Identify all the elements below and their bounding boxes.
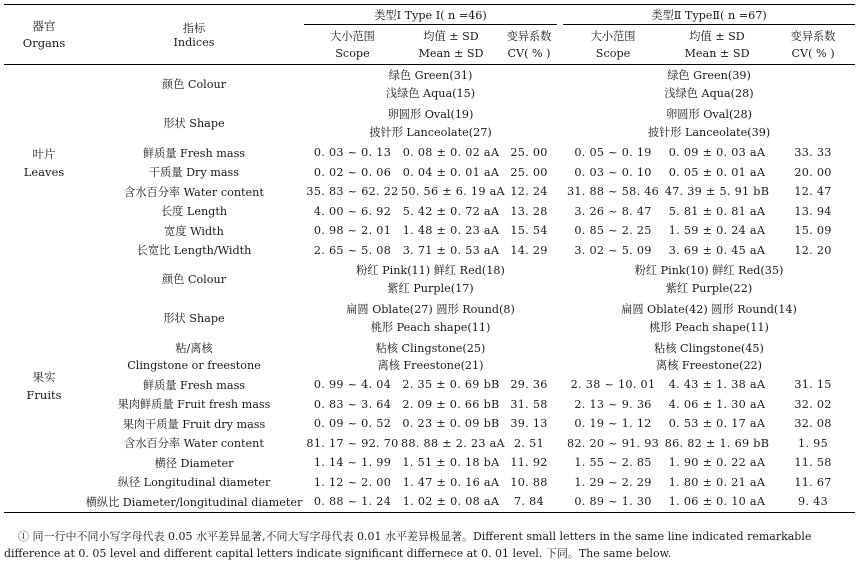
type1-mean: 1. 48 ± 0. 23 aA	[402, 224, 500, 238]
type1-cv: 11. 92	[510, 456, 548, 470]
type1-cv: 25. 00	[510, 146, 548, 160]
scope-label: 大小范围	[590, 29, 636, 43]
type2-cv-header	[771, 25, 855, 65]
table-row	[4, 492, 855, 512]
fruits-stone-row	[4, 338, 855, 375]
cell-line: 离核 Freestone(22)	[656, 358, 763, 372]
table-footnote: ① 同一行中不同小写字母代表 0.05 水平差异显著,不同大写字母代表 0.01 水平差异极显著。Different small letters in the same line indicated remarkable difference at 0. 05 level and different capital letters indicate significant differnece at 0. 01 level. 下同。The same below.	[4, 530, 812, 560]
leaves-colour-t2	[563, 65, 855, 105]
type1-scope: 0. 88 ~ 1. 24	[304, 492, 401, 512]
type1-cv: 7. 84	[501, 492, 557, 512]
type2-scope: 1. 55 ~ 2. 85	[574, 456, 652, 470]
table-row	[4, 182, 855, 202]
type1-cv-header	[501, 25, 557, 65]
type2-mean: 0. 53 ± 0. 17 aA	[668, 417, 766, 431]
type1-cv: 31. 58	[510, 397, 548, 411]
type2-cv: 1. 95	[798, 436, 828, 450]
type2-mean: 1. 80 ± 0. 21 aA	[668, 475, 766, 489]
row-label: 含水百分率 Water content	[124, 437, 264, 451]
type2-mean: 86. 82 ± 1. 69 bB	[664, 436, 770, 450]
type1-scope: 0. 98 ~ 2. 01	[313, 224, 392, 238]
cv-label-en: CV( % )	[791, 46, 835, 60]
cell-line: 绿色 Green(31)	[388, 68, 473, 82]
table-row	[4, 375, 855, 395]
type2-mean: 4. 43 ± 1. 38 aA	[668, 378, 766, 392]
type1-mean: 3. 71 ± 0. 53 aA	[402, 243, 500, 257]
table-row	[4, 395, 855, 415]
cell-line: 粉红 Pink(10) 鲜红 Red(35)	[634, 263, 784, 277]
indices-header-en: Indices	[173, 36, 215, 49]
cell-line: 披针形 Lanceolate(27)	[369, 125, 492, 139]
type2-cv: 32. 02	[794, 397, 832, 411]
fruits-organ-en: Fruits	[26, 387, 62, 402]
cell-line: 粉红 Pink(11) 鲜红 Red(18)	[356, 263, 505, 277]
leaves-colour-t1	[304, 65, 557, 105]
cell-line: 桃形 Peach shape(11)	[370, 320, 491, 334]
type2-scope: 0. 89 ~ 1. 30	[563, 492, 663, 512]
type1-cv: 15. 54	[510, 224, 548, 238]
type1-scope: 35. 83 ~ 62. 22	[306, 185, 399, 199]
leaves-shape-row	[4, 104, 855, 143]
cell-line: 桃形 Peach shape(11)	[649, 320, 769, 334]
type1-scope: 4. 00 ~ 6. 92	[313, 204, 392, 218]
type2-mean: 3. 69 ± 0. 45 aA	[668, 243, 766, 257]
cell-line: 离核 Freestone(21)	[377, 358, 484, 372]
type2-scope: 1. 29 ~ 2. 29	[574, 475, 652, 489]
type2-scope: 0. 85 ~ 2. 25	[574, 224, 652, 238]
fruits-colour-t2	[563, 260, 855, 299]
type1-scope: 0. 99 ~ 4. 04	[313, 378, 392, 392]
row-label: 横径 Diameter	[154, 456, 234, 470]
mean-label: 均值 ± SD	[423, 29, 479, 43]
indices-header-zh: 指标	[182, 22, 206, 35]
type1-mean: 0. 04 ± 0. 01 aA	[402, 165, 500, 179]
type2-scope: 0. 03 ~ 0. 10	[574, 165, 652, 179]
cell-line: Clingstone or freestone	[127, 358, 261, 372]
row-label: 宽度 Width	[164, 224, 224, 238]
type2-scope: 82. 20 ~ 91. 93	[566, 436, 660, 450]
trait-table	[4, 4, 855, 513]
table-row	[4, 453, 855, 473]
type2-cv: 12. 20	[794, 243, 832, 257]
type2-cv: 9. 43	[771, 492, 855, 512]
organs-header-en: Organs	[22, 35, 66, 50]
type2-mean: 1. 06 ± 0. 10 aA	[663, 492, 771, 512]
fruits-stone-label	[84, 338, 304, 375]
fruits-shape-row	[4, 299, 855, 338]
type1-cv: 29. 36	[510, 378, 548, 392]
type2-cv: 20. 00	[794, 165, 832, 179]
type1-scope: 0. 09 ~ 0. 52	[313, 417, 392, 431]
type1-mean: 2. 09 ± 0. 66 bB	[402, 397, 500, 411]
type1-scope-header	[304, 25, 401, 65]
type2-scope: 0. 05 ~ 0. 19	[574, 146, 652, 160]
type1-header: 类型Ⅰ Type Ⅰ( n =46)	[304, 5, 557, 25]
row-label: 长宽比 Length/Width	[136, 244, 252, 258]
cell-line: 绿色 Green(39)	[667, 68, 751, 82]
type2-cv: 11. 58	[794, 456, 832, 470]
scope-label-en: Scope	[335, 46, 370, 60]
type2-scope-header	[563, 25, 663, 65]
type2-mean: 1. 59 ± 0. 24 aA	[668, 224, 766, 238]
row-label: 长度 Length	[160, 205, 228, 219]
type1-mean: 1. 47 ± 0. 16 aA	[402, 475, 500, 489]
type1-mean: 0. 23 ± 0. 09 bB	[402, 417, 500, 431]
cell-line: 扁圆 Oblate(27) 圆形 Round(8)	[346, 302, 515, 316]
leaves-shape-label: 形状 Shape	[163, 116, 225, 130]
type1-mean: 1. 02 ± 0. 08 aA	[401, 492, 501, 512]
type1-mean: 88. 88 ± 2. 23 aA	[401, 436, 505, 450]
type1-scope: 0. 83 ~ 3. 64	[313, 397, 392, 411]
type2-mean-header	[663, 25, 771, 65]
leaves-organ-zh: 叶片	[32, 146, 56, 161]
type1-cv: 14. 29	[510, 243, 548, 257]
type1-scope: 0. 03 ~ 0. 13	[313, 146, 392, 160]
cell-line: 扁圆 Oblate(42) 圆形 Round(14)	[621, 302, 797, 316]
type1-mean: 0. 08 ± 0. 02 aA	[402, 146, 500, 160]
cell-line: 浅绿色 Aqua(28)	[664, 86, 754, 100]
type2-scope: 3. 02 ~ 5. 09	[574, 243, 652, 257]
indices-header	[84, 5, 304, 65]
row-label: 含水百分率 Water content	[124, 185, 264, 199]
leaves-colour-row	[4, 65, 855, 105]
row-label: 纵径 Longitudinal diameter	[117, 476, 271, 490]
type2-cv: 13. 94	[794, 204, 832, 218]
type2-mean: 47. 39 ± 5. 91 bB	[664, 185, 770, 199]
table-row	[4, 473, 855, 493]
type2-scope: 2. 38 ~ 10. 01	[570, 378, 656, 392]
mean-label-en: Mean ± SD	[418, 46, 484, 60]
fruits-shape-t1	[304, 299, 557, 338]
table-row	[4, 414, 855, 434]
cv-label-en: CV( % )	[507, 46, 551, 60]
type2-cv: 33. 33	[794, 146, 832, 160]
type2-cv: 15. 09	[794, 224, 832, 238]
fruits-organ-cell	[4, 260, 84, 512]
cell-line: 紫红 Purple(22)	[665, 281, 753, 295]
type1-mean-header	[401, 25, 501, 65]
type1-cv: 13. 28	[510, 204, 548, 218]
cv-label: 变异系数	[506, 29, 552, 43]
type2-mean: 0. 05 ± 0. 01 aA	[668, 165, 766, 179]
scope-label-en: Scope	[595, 46, 631, 60]
type1-mean: 50. 56 ± 6. 19 aA	[401, 185, 505, 199]
row-label: 鲜质量 Fresh mass	[142, 378, 246, 392]
type2-cv: 11. 67	[794, 475, 832, 489]
fruits-stone-t1	[304, 338, 557, 375]
type2-mean: 1. 90 ± 0. 22 aA	[668, 456, 766, 470]
fruits-shape-t2	[563, 299, 855, 338]
table-row	[4, 163, 855, 183]
type2-cv: 32. 08	[794, 417, 832, 431]
fruits-stone-t2	[563, 338, 855, 375]
type2-mean: 0. 09 ± 0. 03 aA	[668, 146, 766, 160]
table-row	[4, 143, 855, 163]
type1-scope: 0. 02 ~ 0. 06	[313, 165, 392, 179]
type1-mean: 1. 51 ± 0. 18 bA	[402, 456, 500, 470]
type1-mean: 2. 35 ± 0. 69 bB	[402, 378, 500, 392]
cv-label: 变异系数	[790, 29, 836, 43]
fruits-shape-label: 形状 Shape	[163, 311, 225, 325]
row-label: 果肉鲜质量 Fruit fresh mass	[117, 398, 271, 412]
type2-cv: 31. 15	[794, 378, 832, 392]
cell-line: 紫红 Purple(17)	[387, 281, 474, 295]
type1-cv: 2. 51	[514, 436, 544, 450]
type1-scope: 1. 14 ~ 1. 99	[313, 456, 392, 470]
cell-line: 浅绿色 Aqua(15)	[385, 86, 476, 100]
leaves-shape-t1	[304, 104, 557, 143]
row-label: 鲜质量 Fresh mass	[142, 146, 246, 160]
type1-mean: 5. 42 ± 0. 72 aA	[402, 204, 500, 218]
cell-line: 粘核 Clingstone(25)	[375, 341, 486, 355]
leaves-organ-cell	[4, 65, 84, 261]
fruits-colour-t1	[304, 260, 557, 299]
type2-scope: 2. 13 ~ 9. 36	[574, 397, 652, 411]
type1-cv: 10. 88	[510, 475, 548, 489]
mean-label: 均值 ± SD	[689, 29, 745, 43]
type2-mean: 5. 81 ± 0. 81 aA	[668, 204, 766, 218]
type2-scope: 3. 26 ~ 8. 47	[574, 204, 652, 218]
leaves-colour-label: 颜色 Colour	[161, 77, 227, 91]
mean-label-en: Mean ± SD	[684, 46, 750, 60]
type1-cv: 12. 24	[510, 185, 548, 199]
organs-header	[4, 5, 84, 65]
table-row	[4, 202, 855, 222]
table-row	[4, 221, 855, 241]
type2-scope: 0. 19 ~ 1. 12	[574, 417, 652, 431]
cell-line: 卵圆形 Oval(19)	[387, 107, 474, 121]
fruits-organ-zh: 果实	[32, 369, 56, 384]
type2-header: 类型Ⅱ TypeⅡ( n =67)	[563, 5, 855, 25]
leaves-organ-en: Leaves	[23, 164, 65, 179]
scope-label: 大小范围	[330, 29, 375, 43]
row-label: 干质量 Dry mass	[148, 166, 240, 180]
cell-line: 粘核 Clingstone(45)	[654, 341, 764, 355]
type2-mean: 4. 06 ± 1. 30 aA	[668, 397, 766, 411]
type1-scope: 2. 65 ~ 5. 08	[313, 243, 392, 257]
row-label: 横纵比 Diameter/longitudinal diameter	[84, 492, 304, 512]
type1-cv: 25. 00	[510, 165, 548, 179]
fruits-colour-row	[4, 260, 855, 299]
type2-scope: 31. 88 ~ 58. 46	[566, 185, 660, 199]
type1-cv: 39. 13	[510, 417, 548, 431]
row-label: 果肉干质量 Fruit dry mass	[122, 417, 266, 431]
type2-cv: 12. 47	[794, 185, 832, 199]
type1-scope: 1. 12 ~ 2. 00	[313, 475, 392, 489]
type1-scope: 81. 17 ~ 92. 70	[306, 436, 399, 450]
fruits-colour-label: 颜色 Colour	[161, 272, 227, 286]
header-row-1	[4, 5, 855, 25]
organs-header-zh: 器官	[32, 18, 56, 33]
cell-line: 卵圆形 Oval(28)	[666, 107, 752, 121]
table-row	[4, 241, 855, 261]
leaves-shape-t2	[563, 104, 855, 143]
cell-line: 粘/离核	[175, 341, 213, 355]
cell-line: 披针形 Lanceolate(39)	[647, 125, 771, 139]
table-row	[4, 434, 855, 454]
